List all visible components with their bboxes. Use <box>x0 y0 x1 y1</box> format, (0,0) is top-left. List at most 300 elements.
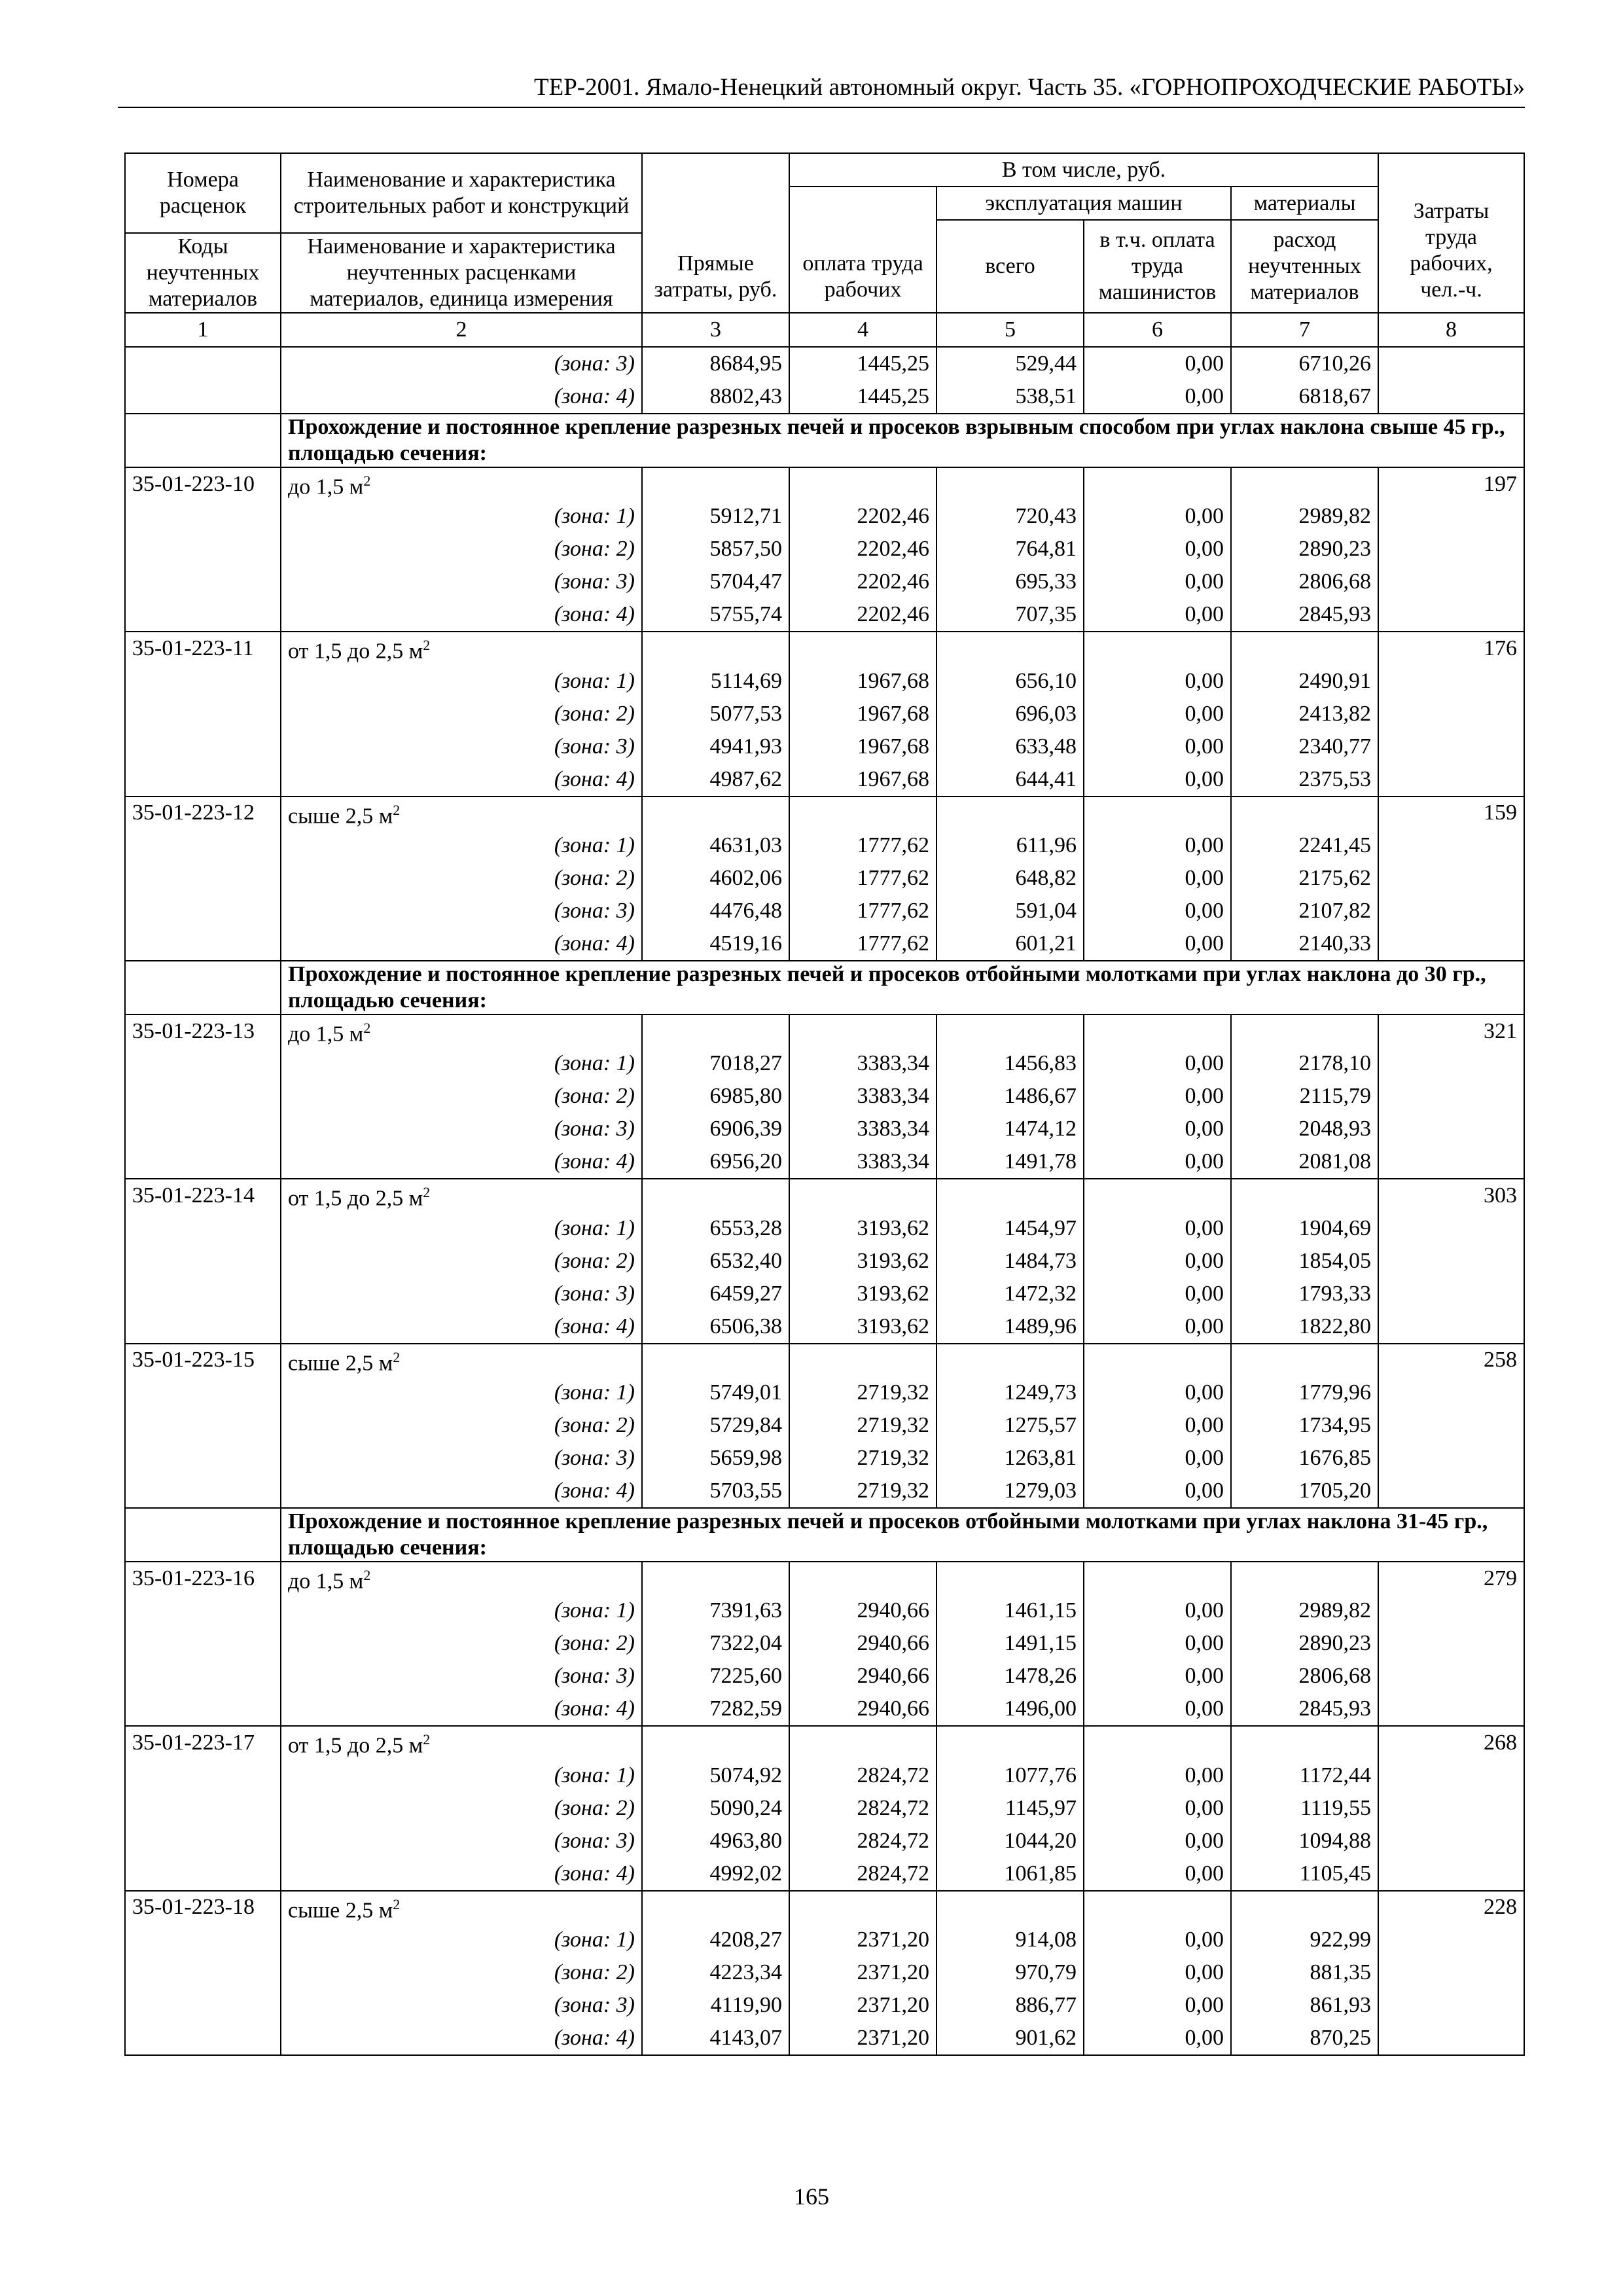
machines-total-value: 696,03 <box>936 698 1084 730</box>
direct-cost-value: 8684,95 <box>642 347 789 380</box>
machines-total-value: 707,35 <box>936 598 1084 632</box>
zone-row <box>125 1759 1524 1792</box>
direct-cost-value: 5912,71 <box>642 500 789 533</box>
labor-cell <box>1378 1924 1524 1956</box>
machines-total-value: 886,77 <box>936 1989 1084 2022</box>
empty-cell <box>936 1562 1084 1594</box>
machinists-wages-value: 0,00 <box>1084 1825 1231 1857</box>
materials-value: 2048,93 <box>1231 1113 1378 1145</box>
zone-code-cell <box>125 1792 281 1825</box>
machines-total-value: 1061,85 <box>936 1857 1084 1891</box>
labor-value: 176 <box>1378 632 1524 664</box>
direct-cost-value: 6985,80 <box>642 1080 789 1113</box>
labor-cell <box>1378 665 1524 698</box>
zone-label: (зона: 4) <box>281 1475 642 1508</box>
zone-code-cell <box>125 500 281 533</box>
zone-code-cell <box>125 2022 281 2055</box>
zone-row <box>125 927 1524 961</box>
materials-value: 2806,68 <box>1231 565 1378 598</box>
zone-label: (зона: 4) <box>281 1310 642 1344</box>
wages-value: 2202,46 <box>789 500 936 533</box>
zone-code-cell <box>125 1825 281 1857</box>
header-name: Наименование и характеристика строительных работ и конструкций <box>281 153 642 233</box>
labor-cell <box>1378 1047 1524 1080</box>
zone-row <box>125 1310 1524 1344</box>
unit-superscript: 2 <box>423 1184 431 1201</box>
machines-total-value: 601,21 <box>936 927 1084 961</box>
rate-item-row <box>125 467 1524 500</box>
wages-value: 2202,46 <box>789 598 936 632</box>
direct-cost-value: 4631,03 <box>642 829 789 862</box>
empty-cell <box>936 467 1084 500</box>
machines-total-value: 1478,26 <box>936 1660 1084 1693</box>
rate-item-row <box>125 1891 1524 1924</box>
zone-code-cell <box>125 1409 281 1442</box>
direct-cost-value: 6532,40 <box>642 1245 789 1278</box>
col-num-5: 5 <box>936 313 1084 347</box>
zone-label: (зона: 1) <box>281 500 642 533</box>
zone-code-cell <box>125 1956 281 1989</box>
direct-cost-value: 5729,84 <box>642 1409 789 1442</box>
direct-cost-value: 4963,80 <box>642 1825 789 1857</box>
zone-label: (зона: 2) <box>281 1245 642 1278</box>
machinists-wages-value: 0,00 <box>1084 1924 1231 1956</box>
wages-value: 3193,62 <box>789 1245 936 1278</box>
zone-label: (зона: 2) <box>281 698 642 730</box>
machines-total-value: 1279,03 <box>936 1475 1084 1508</box>
materials-value: 2806,68 <box>1231 1660 1378 1693</box>
materials-value: 2890,23 <box>1231 533 1378 565</box>
empty-cell <box>1084 1891 1231 1924</box>
machinists-wages-value: 0,00 <box>1084 1693 1231 1726</box>
materials-value: 1172,44 <box>1231 1759 1378 1792</box>
zone-label: (зона: 1) <box>281 665 642 698</box>
zone-row <box>125 1113 1524 1145</box>
empty-cell <box>1231 467 1378 500</box>
zone-row <box>125 1145 1524 1179</box>
machinists-wages-value: 0,00 <box>1084 2022 1231 2055</box>
zone-row <box>125 698 1524 730</box>
zone-code-cell <box>125 533 281 565</box>
labor-cell <box>1378 862 1524 895</box>
materials-value: 2375,53 <box>1231 763 1378 797</box>
materials-value: 1119,55 <box>1231 1792 1378 1825</box>
direct-cost-value: 5074,92 <box>642 1759 789 1792</box>
page-number: 165 <box>794 2183 829 2210</box>
rate-item-row <box>125 1562 1524 1594</box>
zone-code-cell <box>125 1989 281 2022</box>
rate-name-text: до 1,5 м <box>288 1022 364 1047</box>
machinists-wages-value: 0,00 <box>1084 730 1231 763</box>
machines-total-value: 611,96 <box>936 829 1084 862</box>
empty-cell <box>1231 1891 1378 1924</box>
wages-value: 2719,32 <box>789 1376 936 1409</box>
empty-cell <box>642 632 789 664</box>
zone-code-cell <box>125 698 281 730</box>
empty-cell <box>1231 632 1378 664</box>
materials-value: 2107,82 <box>1231 895 1378 927</box>
zone-code-cell <box>125 565 281 598</box>
machinists-wages-value: 0,00 <box>1084 862 1231 895</box>
zone-label: (зона: 2) <box>281 1792 642 1825</box>
empty-cell <box>1084 797 1231 829</box>
wages-value: 3383,34 <box>789 1145 936 1179</box>
zone-code-cell <box>125 895 281 927</box>
machinists-wages-value: 0,00 <box>1084 1956 1231 1989</box>
direct-cost-value: 5077,53 <box>642 698 789 730</box>
zone-row <box>125 1212 1524 1245</box>
machinists-wages-value: 0,00 <box>1084 1442 1231 1475</box>
zone-code-cell <box>125 598 281 632</box>
direct-cost-value: 6956,20 <box>642 1145 789 1179</box>
header-rate-numbers: Номера расценок <box>125 153 281 233</box>
machinists-wages-value: 0,00 <box>1084 1376 1231 1409</box>
col-num-8: 8 <box>1378 313 1524 347</box>
zone-code-cell <box>125 829 281 862</box>
materials-value: 6818,67 <box>1231 380 1378 414</box>
labor-cell <box>1378 1792 1524 1825</box>
machines-total-value: 1474,12 <box>936 1113 1084 1145</box>
wages-value: 2940,66 <box>789 1627 936 1660</box>
wages-value: 3383,34 <box>789 1113 936 1145</box>
direct-cost-value: 6553,28 <box>642 1212 789 1245</box>
zone-label: (зона: 4) <box>281 1145 642 1179</box>
zone-row <box>125 1278 1524 1310</box>
wages-value: 2371,20 <box>789 1989 936 2022</box>
zone-label: (зона: 4) <box>281 1857 642 1891</box>
rate-name-text: до 1,5 м <box>288 1569 364 1594</box>
zone-label: (зона: 3) <box>281 1825 642 1857</box>
zone-label: (зона: 1) <box>281 1759 642 1792</box>
labor-value: 321 <box>1378 1014 1524 1047</box>
direct-cost-value: 8802,43 <box>642 380 789 414</box>
machines-total-value: 1249,73 <box>936 1376 1084 1409</box>
labor-cell <box>1378 1310 1524 1344</box>
direct-cost-value: 5114,69 <box>642 665 789 698</box>
machines-total-value: 633,48 <box>936 730 1084 763</box>
labor-cell <box>1378 1442 1524 1475</box>
section-code-cell <box>125 414 281 467</box>
empty-cell <box>936 1726 1084 1759</box>
labor-cell <box>1378 698 1524 730</box>
col-num-3: 3 <box>642 313 789 347</box>
zone-label: (зона: 3) <box>281 895 642 927</box>
header-total: всего <box>936 220 1084 313</box>
labor-cell <box>1378 829 1524 862</box>
zone-label: (зона: 3) <box>281 1989 642 2022</box>
machines-total-value: 1454,97 <box>936 1212 1084 1245</box>
rate-item-row <box>125 1726 1524 1759</box>
machinists-wages-value: 0,00 <box>1084 1475 1231 1508</box>
zone-code-cell <box>125 1627 281 1660</box>
zone-code-cell <box>125 1080 281 1113</box>
table-body <box>125 347 1524 2055</box>
machinists-wages-value: 0,00 <box>1084 895 1231 927</box>
zone-row <box>125 533 1524 565</box>
materials-value: 870,25 <box>1231 2022 1378 2055</box>
zone-code-cell <box>125 665 281 698</box>
labor-cell <box>1378 565 1524 598</box>
zone-label: (зона: 2) <box>281 1956 642 1989</box>
zone-row <box>125 1080 1524 1113</box>
zone-label: (зона: 3) <box>281 730 642 763</box>
zone-code-cell <box>125 730 281 763</box>
wages-value: 1445,25 <box>789 380 936 414</box>
machinists-wages-value: 0,00 <box>1084 1660 1231 1693</box>
rate-name <box>281 797 642 829</box>
zone-row <box>125 895 1524 927</box>
machines-total-value: 914,08 <box>936 1924 1084 1956</box>
machinists-wages-value: 0,00 <box>1084 380 1231 414</box>
header-unaccounted-materials: расход неучтенных материалов <box>1231 220 1378 313</box>
rate-item-row <box>125 797 1524 829</box>
rate-name <box>281 1344 642 1376</box>
direct-cost-value: 5090,24 <box>642 1792 789 1825</box>
labor-cell <box>1378 1956 1524 1989</box>
labor-cell <box>1378 1594 1524 1627</box>
zone-code-cell <box>125 347 281 380</box>
wages-value: 2371,20 <box>789 1924 936 1956</box>
direct-cost-value: 5857,50 <box>642 533 789 565</box>
col-num-4: 4 <box>789 313 936 347</box>
labor-cell <box>1378 1825 1524 1857</box>
rate-name <box>281 1014 642 1047</box>
empty-cell <box>936 1891 1084 1924</box>
zone-label: (зона: 1) <box>281 1212 642 1245</box>
materials-value: 2989,82 <box>1231 1594 1378 1627</box>
empty-cell <box>642 1891 789 1924</box>
materials-value: 2175,62 <box>1231 862 1378 895</box>
zone-code-cell <box>125 1113 281 1145</box>
zone-row <box>125 1660 1524 1693</box>
machines-total-value: 1456,83 <box>936 1047 1084 1080</box>
labor-cell <box>1378 1989 1524 2022</box>
machines-total-value: 656,10 <box>936 665 1084 698</box>
machines-total-value: 970,79 <box>936 1956 1084 1989</box>
zone-code-cell <box>125 862 281 895</box>
empty-cell <box>1231 1014 1378 1047</box>
direct-cost-value: 7018,27 <box>642 1047 789 1080</box>
zone-row <box>125 730 1524 763</box>
wages-value: 2202,46 <box>789 565 936 598</box>
direct-cost-value: 6906,39 <box>642 1113 789 1145</box>
zone-code-cell <box>125 1924 281 1956</box>
materials-value: 1705,20 <box>1231 1475 1378 1508</box>
labor-cell <box>1378 1212 1524 1245</box>
zone-code-cell <box>125 1145 281 1179</box>
machines-total-value: 644,41 <box>936 763 1084 797</box>
zone-label: (зона: 3) <box>281 565 642 598</box>
labor-cell <box>1378 1278 1524 1310</box>
header-wages: оплата труда рабочих <box>789 187 936 313</box>
zone-label: (зона: 3) <box>281 1442 642 1475</box>
labor-value: 279 <box>1378 1562 1524 1594</box>
labor-cell <box>1378 1245 1524 1278</box>
labor-cell <box>1378 895 1524 927</box>
empty-cell <box>1084 1179 1231 1211</box>
wages-value: 2824,72 <box>789 1825 936 1857</box>
machines-total-value: 901,62 <box>936 2022 1084 2055</box>
materials-value: 881,35 <box>1231 1956 1378 1989</box>
materials-value: 1779,96 <box>1231 1376 1378 1409</box>
section-row <box>125 414 1524 467</box>
machinists-wages-value: 0,00 <box>1084 763 1231 797</box>
rate-name <box>281 1726 642 1759</box>
rate-item-row <box>125 1014 1524 1047</box>
direct-cost-value: 4476,48 <box>642 895 789 927</box>
machines-total-value: 1472,32 <box>936 1278 1084 1310</box>
machines-total-value: 1263,81 <box>936 1442 1084 1475</box>
wages-value: 3193,62 <box>789 1278 936 1310</box>
wages-value: 1777,62 <box>789 895 936 927</box>
zone-code-cell <box>125 1594 281 1627</box>
machinists-wages-value: 0,00 <box>1084 500 1231 533</box>
labor-cell <box>1378 927 1524 961</box>
materials-value: 1793,33 <box>1231 1278 1378 1310</box>
zone-row <box>125 763 1524 797</box>
direct-cost-value: 7282,59 <box>642 1693 789 1726</box>
empty-cell <box>1231 1179 1378 1211</box>
rate-code: 35-01-223-14 <box>125 1179 281 1211</box>
zone-label: (зона: 2) <box>281 862 642 895</box>
zone-label: (зона: 4) <box>281 927 642 961</box>
materials-value: 1904,69 <box>1231 1212 1378 1245</box>
zone-label: (зона: 2) <box>281 1080 642 1113</box>
empty-cell <box>936 797 1084 829</box>
machinists-wages-value: 0,00 <box>1084 598 1231 632</box>
empty-cell <box>789 1562 936 1594</box>
zone-row <box>125 1825 1524 1857</box>
zone-label: (зона: 4) <box>281 598 642 632</box>
rate-code: 35-01-223-15 <box>125 1344 281 1376</box>
machines-total-value: 1484,73 <box>936 1245 1084 1278</box>
direct-cost-value: 7322,04 <box>642 1627 789 1660</box>
machinists-wages-value: 0,00 <box>1084 1409 1231 1442</box>
materials-value: 2890,23 <box>1231 1627 1378 1660</box>
direct-cost-value: 4208,27 <box>642 1924 789 1956</box>
machinists-wages-value: 0,00 <box>1084 1627 1231 1660</box>
wages-value: 2719,32 <box>789 1409 936 1442</box>
materials-value: 2340,77 <box>1231 730 1378 763</box>
zone-label: (зона: 3) <box>281 1113 642 1145</box>
zone-row <box>125 1409 1524 1442</box>
unit-superscript: 2 <box>393 1348 401 1365</box>
empty-cell <box>789 1014 936 1047</box>
header-direct-costs: Прямые затраты, руб. <box>642 153 789 313</box>
machines-total-value: 1461,15 <box>936 1594 1084 1627</box>
zone-row <box>125 1956 1524 1989</box>
direct-cost-value: 4602,06 <box>642 862 789 895</box>
empty-cell <box>936 1014 1084 1047</box>
zone-code-cell <box>125 1693 281 1726</box>
empty-cell <box>642 467 789 500</box>
labor-value: 303 <box>1378 1179 1524 1211</box>
col-num-2: 2 <box>281 313 642 347</box>
machinists-wages-value: 0,00 <box>1084 1145 1231 1179</box>
rate-item-row <box>125 1344 1524 1376</box>
rate-name <box>281 1179 642 1211</box>
empty-cell <box>936 1344 1084 1376</box>
rate-name <box>281 632 642 664</box>
materials-value: 922,99 <box>1231 1924 1378 1956</box>
materials-value: 2845,93 <box>1231 1693 1378 1726</box>
zone-row <box>125 1693 1524 1726</box>
empty-cell <box>789 632 936 664</box>
zone-label: (зона: 2) <box>281 1409 642 1442</box>
section-row <box>125 1508 1524 1562</box>
zone-row <box>125 565 1524 598</box>
section-title: Прохождение и постоянное крепление разрезных печей и просеков отбойными молотками при углах наклона 31-45 гр., площадью сечения: <box>281 1508 1524 1562</box>
materials-value: 2490,91 <box>1231 665 1378 698</box>
machinists-wages-value: 0,00 <box>1084 829 1231 862</box>
empty-cell <box>936 632 1084 664</box>
materials-value: 2241,45 <box>1231 829 1378 862</box>
col-num-7: 7 <box>1231 313 1378 347</box>
header-codes: Коды неучтенных материалов <box>125 233 281 313</box>
empty-cell <box>789 797 936 829</box>
wages-value: 2371,20 <box>789 2022 936 2055</box>
rate-name-text: от 1,5 до 2,5 м <box>288 639 423 664</box>
zone-row <box>125 1245 1524 1278</box>
zone-code-cell <box>125 1660 281 1693</box>
direct-cost-value: 7391,63 <box>642 1594 789 1627</box>
labor-cell <box>1378 500 1524 533</box>
zone-label: (зона: 3) <box>281 1278 642 1310</box>
zone-row <box>125 862 1524 895</box>
machinists-wages-value: 0,00 <box>1084 347 1231 380</box>
zone-row <box>125 2022 1524 2055</box>
zone-code-cell <box>125 763 281 797</box>
labor-cell <box>1378 1376 1524 1409</box>
wages-value: 2824,72 <box>789 1759 936 1792</box>
wages-value: 1967,68 <box>789 763 936 797</box>
machinists-wages-value: 0,00 <box>1084 1047 1231 1080</box>
rates-table <box>124 152 1525 2056</box>
wages-value: 1445,25 <box>789 347 936 380</box>
wages-value: 1777,62 <box>789 927 936 961</box>
machinists-wages-value: 0,00 <box>1084 698 1231 730</box>
zone-row <box>125 1792 1524 1825</box>
zone-code-cell <box>125 1376 281 1409</box>
zone-row <box>125 1475 1524 1508</box>
materials-value: 2845,93 <box>1231 598 1378 632</box>
direct-cost-value: 4519,16 <box>642 927 789 961</box>
labor-value: 159 <box>1378 797 1524 829</box>
labor-cell <box>1378 1627 1524 1660</box>
labor-cell <box>1378 1693 1524 1726</box>
machinists-wages-value: 0,00 <box>1084 1113 1231 1145</box>
machines-total-value: 529,44 <box>936 347 1084 380</box>
labor-cell <box>1378 1145 1524 1179</box>
machines-total-value: 720,43 <box>936 500 1084 533</box>
empty-cell <box>936 1179 1084 1211</box>
labor-cell <box>1378 1857 1524 1891</box>
machinists-wages-value: 0,00 <box>1084 565 1231 598</box>
empty-cell <box>789 1344 936 1376</box>
direct-cost-value: 6506,38 <box>642 1310 789 1344</box>
direct-cost-value: 4143,07 <box>642 2022 789 2055</box>
zone-row <box>125 380 1524 414</box>
machines-total-value: 1145,97 <box>936 1792 1084 1825</box>
header-including: В том числе, руб. <box>789 153 1378 187</box>
materials-value: 2413,82 <box>1231 698 1378 730</box>
labor-cell <box>1378 2022 1524 2055</box>
labor-cell <box>1378 598 1524 632</box>
zone-label: (зона: 1) <box>281 1047 642 1080</box>
wages-value: 2719,32 <box>789 1442 936 1475</box>
wages-value: 1967,68 <box>789 665 936 698</box>
zone-row <box>125 1594 1524 1627</box>
